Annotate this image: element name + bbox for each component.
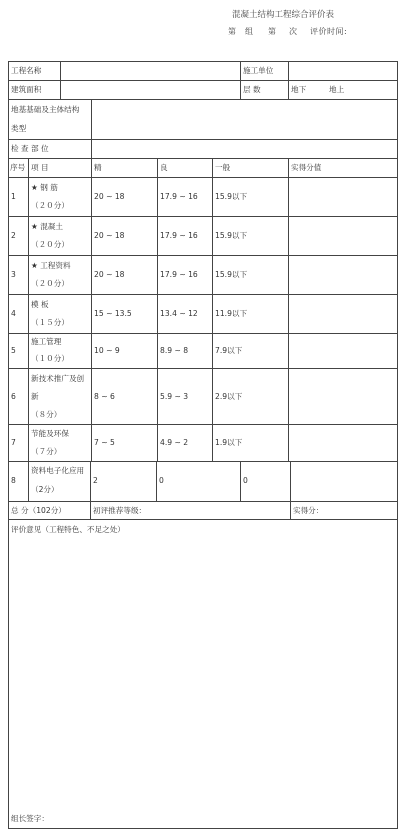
- row-good: 8.9 ~ 8: [160, 346, 189, 355]
- rule: [212, 158, 213, 461]
- rule: [8, 61, 398, 62]
- row-points: （１０分）: [31, 354, 69, 363]
- row-good: 0: [159, 476, 164, 485]
- row-normal: 15.9以下: [215, 270, 248, 279]
- recommend-label: 初评推荐等级：: [93, 506, 147, 515]
- row-item: 节能及环保: [31, 429, 69, 438]
- col-header-no: 序号: [10, 163, 26, 172]
- col-header-item: 项 目: [31, 163, 49, 172]
- rule: [8, 61, 9, 829]
- row-good: 17.9 ~ 16: [160, 192, 198, 201]
- col-header-normal: 一般: [215, 163, 231, 172]
- inspection-label: 检 查 部 位: [11, 144, 49, 153]
- row-excellent: 10 ~ 9: [94, 346, 120, 355]
- row-item: ★ 工程资料: [31, 261, 71, 270]
- row-no: 5: [11, 346, 16, 355]
- row-no: 6: [11, 392, 16, 401]
- eval-time-label: 评价时间:: [310, 27, 348, 36]
- opinion-label: 评价意见（工程特色、不足之处）: [11, 525, 125, 534]
- row-excellent: 8 ~ 6: [94, 392, 115, 401]
- row-excellent: 20 ~ 18: [94, 192, 125, 201]
- row-points: （８分）: [31, 410, 62, 419]
- rule: [397, 61, 398, 829]
- rule: [8, 501, 398, 502]
- actual-label: 实得分：: [293, 506, 324, 515]
- contractor-label: 施工单位: [243, 66, 274, 75]
- rule: [240, 461, 241, 501]
- seq-prefix: 第: [268, 27, 277, 36]
- rule: [8, 828, 398, 829]
- row-item: ★ 混凝土: [31, 222, 64, 231]
- row-no: 3: [11, 270, 16, 279]
- row-excellent: 20 ~ 18: [94, 231, 125, 240]
- rule: [91, 99, 92, 158]
- row-item-line2: 新: [31, 392, 39, 401]
- foundation-label-line1: 地基基础及主体结构: [11, 105, 80, 114]
- rule: [290, 461, 291, 519]
- rule: [157, 158, 158, 461]
- rule: [240, 61, 241, 99]
- row-good: 13.4 ~ 12: [160, 309, 198, 318]
- row-normal: 15.9以下: [215, 231, 248, 240]
- row-no: 4: [11, 309, 16, 318]
- row-item: 资料电子化应用: [31, 466, 85, 475]
- total-label: 总 分（102分）: [11, 506, 66, 515]
- rule: [90, 461, 91, 519]
- row-good: 17.9 ~ 16: [160, 270, 198, 279]
- floors-label: 层 数: [243, 85, 261, 94]
- row-excellent: 20 ~ 18: [94, 270, 125, 279]
- row-normal: 2.9以下: [215, 392, 243, 401]
- seq-unit: 次: [289, 27, 298, 36]
- rule: [288, 158, 289, 461]
- row-item: ★ 钢 筋: [31, 183, 58, 192]
- rule: [288, 61, 289, 99]
- row-normal: 0: [243, 476, 248, 485]
- rule: [8, 80, 398, 81]
- rule: [8, 519, 398, 520]
- aboveground-label: 地上: [329, 85, 345, 94]
- page-title: 混凝土结构工程综合评价表: [232, 10, 335, 20]
- row-normal: 15.9以下: [215, 192, 248, 201]
- rule: [8, 99, 398, 100]
- row-good: 5.9 ~ 3: [160, 392, 189, 401]
- row-excellent: 7 ~ 5: [94, 438, 115, 447]
- row-item: 新技术推广及创: [31, 374, 85, 383]
- row-item: 施工管理: [31, 337, 62, 346]
- rule: [8, 461, 398, 462]
- foundation-label-line2: 类型: [11, 124, 27, 133]
- rule: [8, 158, 398, 159]
- col-header-good: 良: [160, 163, 168, 172]
- group-unit: 组: [245, 27, 254, 36]
- rule: [8, 333, 398, 334]
- underground-label: 地下: [291, 85, 307, 94]
- row-good: 17.9 ~ 16: [160, 231, 198, 240]
- row-no: 8: [11, 476, 16, 485]
- row-points: （２０分）: [31, 279, 69, 288]
- rule: [8, 216, 398, 217]
- rule: [91, 158, 92, 461]
- rule: [8, 255, 398, 256]
- leader-sign-label: 组长签字：: [11, 814, 49, 823]
- row-points: （２０分）: [31, 240, 69, 249]
- row-no: 1: [11, 192, 16, 201]
- row-normal: 1.9以下: [215, 438, 243, 447]
- row-normal: 11.9以下: [215, 309, 248, 318]
- rule: [8, 294, 398, 295]
- col-header-actual: 实得分值: [291, 163, 322, 172]
- rule: [8, 177, 398, 178]
- row-no: 2: [11, 231, 16, 240]
- floor-area-label: 建筑面积: [11, 85, 42, 94]
- rule: [28, 158, 29, 501]
- row-points: （７分）: [31, 447, 62, 456]
- rule: [60, 61, 61, 99]
- rule: [8, 368, 398, 369]
- row-normal: 7.9以下: [215, 346, 243, 355]
- row-points: （２０分）: [31, 201, 69, 210]
- row-excellent: 2: [93, 476, 98, 485]
- row-points: （2分）: [31, 485, 59, 494]
- rule: [8, 139, 398, 140]
- row-no: 7: [11, 438, 16, 447]
- row-good: 4.9 ~ 2: [160, 438, 189, 447]
- rule: [156, 461, 157, 501]
- col-header-excellent: 精: [94, 163, 102, 172]
- group-prefix: 第: [228, 27, 237, 36]
- rule: [8, 424, 398, 425]
- row-item: 模 板: [31, 300, 49, 309]
- row-excellent: 15 ~ 13.5: [94, 309, 132, 318]
- project-name-label: 工程名称: [11, 66, 42, 75]
- row-points: （１５分）: [31, 318, 69, 327]
